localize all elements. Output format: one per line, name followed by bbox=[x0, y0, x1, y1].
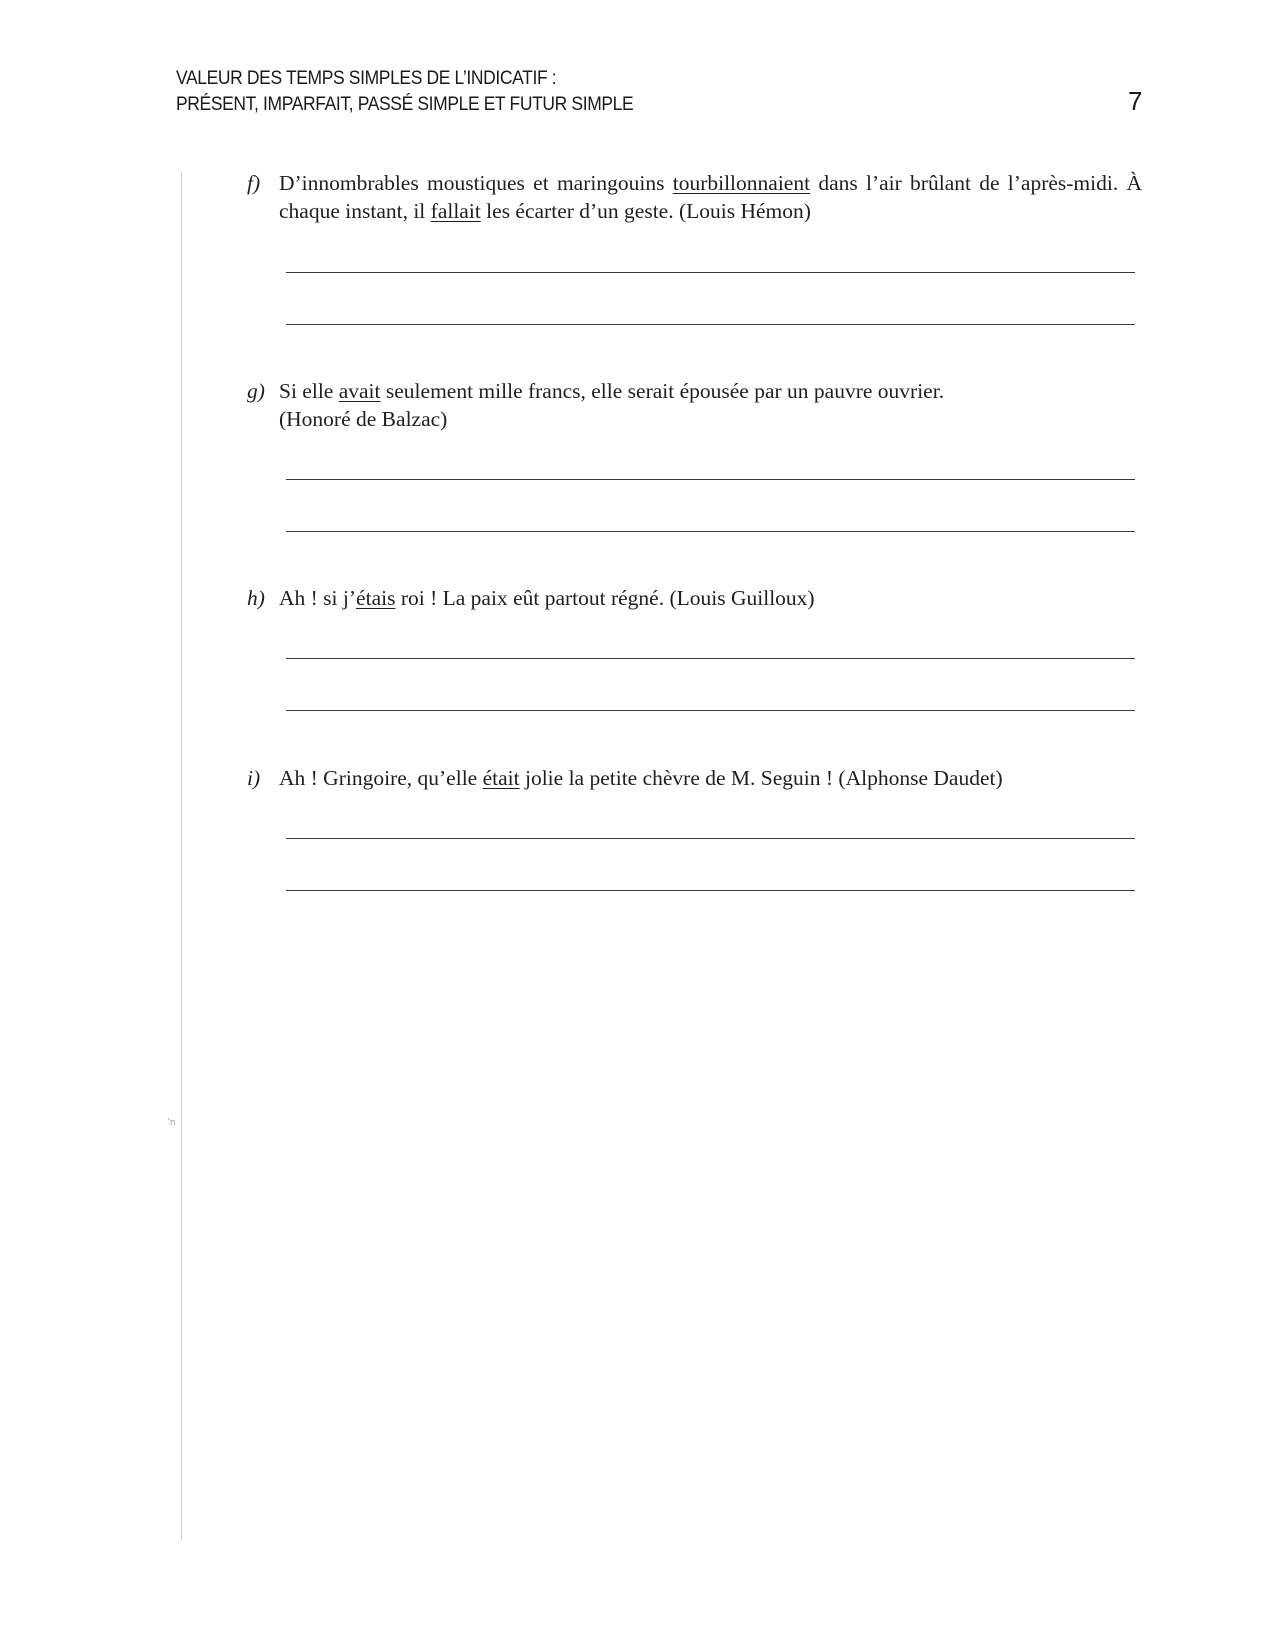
exercise-h bbox=[247, 584, 1142, 612]
sentence-text: Si elle bbox=[279, 379, 339, 403]
sentence-text: les écarter d’un geste. (Louis Hémon) bbox=[480, 199, 811, 223]
exercise-sentence bbox=[279, 584, 1142, 612]
exercise-letter: g) bbox=[247, 379, 265, 403]
sentence-text: D’innombrables moustiques et maringouins bbox=[279, 171, 673, 195]
sentence-text: Ah ! Gringoire, qu’elle bbox=[279, 766, 483, 790]
page-number: 7 bbox=[1128, 86, 1143, 116]
sentence-text: seulement mille francs, elle serait épousée par un pauvre ouvrier. bbox=[380, 379, 945, 403]
exercise-g bbox=[247, 377, 1142, 433]
answer-line[interactable] bbox=[286, 658, 1135, 659]
answer-line[interactable] bbox=[286, 838, 1135, 839]
sentence-text: dans l’air brûlant de l’après-midi. À chaque instant, il bbox=[279, 171, 1143, 223]
sentence-text: Ah ! si j’ bbox=[279, 586, 357, 610]
answer-line[interactable] bbox=[286, 272, 1135, 273]
sentence-source: (Honoré de Balzac) bbox=[279, 407, 448, 431]
margin-mark: ʼn bbox=[167, 1118, 176, 1128]
sentence-text: jolie la petite chèvre de M. Seguin ! (Alphonse Daudet) bbox=[519, 766, 1003, 790]
exercise-f bbox=[247, 169, 1142, 225]
exercise-i bbox=[247, 764, 1142, 792]
exercise-letter: i) bbox=[247, 766, 261, 790]
exercise-sentence bbox=[279, 377, 1142, 433]
exercise-sentence bbox=[279, 764, 1142, 792]
underlined-verb: fallait bbox=[430, 199, 481, 223]
exercise-letter: h) bbox=[247, 586, 265, 610]
underlined-verb: était bbox=[482, 766, 520, 790]
underlined-verb: avait bbox=[338, 379, 381, 403]
answer-line[interactable] bbox=[286, 710, 1135, 711]
header-title-line-1: VALEUR DES TEMPS SIMPLES DE L’INDICATIF : bbox=[176, 68, 557, 89]
underlined-verb: tourbillonnaient bbox=[672, 171, 811, 195]
margin-rule bbox=[181, 172, 182, 1540]
answer-line[interactable] bbox=[286, 531, 1135, 532]
exercise-letter: f) bbox=[247, 171, 261, 195]
underlined-verb: étais bbox=[356, 586, 396, 610]
answer-line[interactable] bbox=[286, 890, 1135, 891]
answer-line[interactable] bbox=[286, 479, 1135, 480]
header-title-line-2: PRÉSENT, IMPARFAIT, PASSÉ SIMPLE ET FUTUR SIMPLE bbox=[176, 94, 634, 115]
exercise-sentence bbox=[279, 169, 1142, 225]
sentence-text: roi ! La paix eût partout régné. (Louis Guilloux) bbox=[395, 586, 815, 610]
running-header bbox=[176, 66, 633, 118]
answer-line[interactable] bbox=[286, 324, 1135, 325]
